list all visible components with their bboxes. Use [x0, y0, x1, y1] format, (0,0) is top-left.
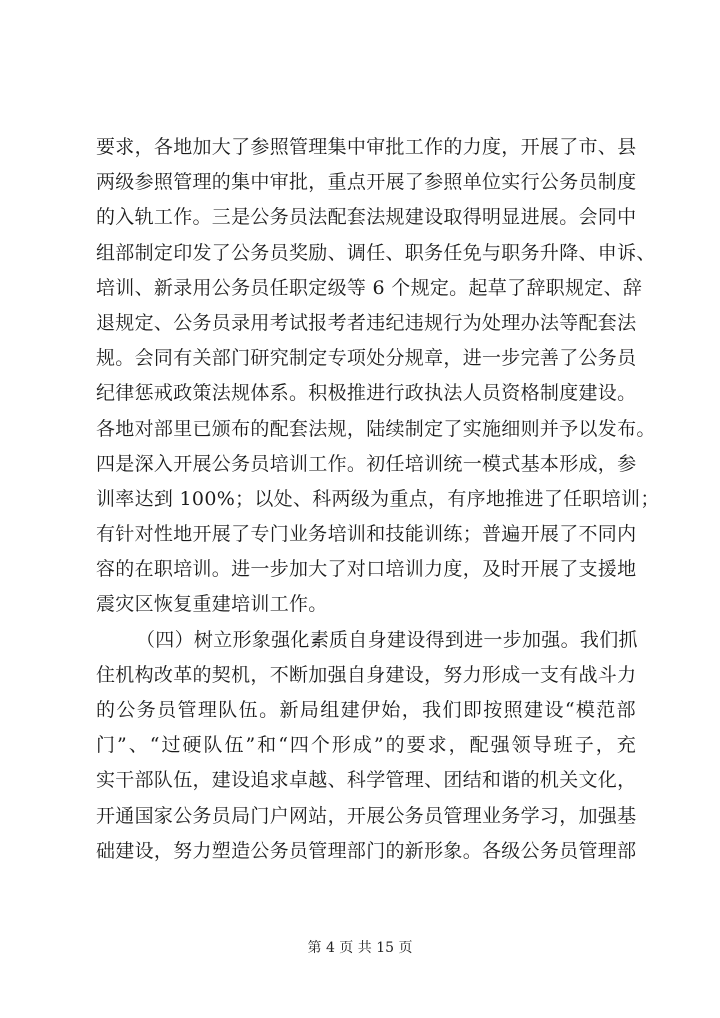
text-line: 退规定、公务员录用考试报考者违纪违规行为处理办法等配套法 [96, 311, 637, 334]
section-heading-line: （四）树立形象强化素质自身建设得到进一步加强。我们抓 [136, 628, 638, 651]
text-line: 础建设，努力塑造公务员管理部门的新形象。各级公务员管理部 [96, 839, 637, 862]
text-line: 纪律惩戒政策法规体系。积极推进行政执法人员资格制度建设。 [96, 382, 637, 405]
page-number-footer: 第 4 页 共 15 页 [307, 940, 413, 956]
text-line: 训率达到 100%；以处、科两级为重点，有序地推进了任职培训； [96, 487, 660, 510]
text-line: 四是深入开展公务员培训工作。初任培训统一模式基本形成，参 [96, 452, 637, 475]
text-line: 要求，各地加大了参照管理集中审批工作的力度，开展了市、县 [96, 136, 637, 158]
text-line: 开通国家公务员局门户网站，开展公务员管理业务学习，加强基 [96, 804, 637, 827]
text-line: 震灾区恢复重建培训工作。 [96, 593, 328, 616]
text-line: 有针对性地开展了专门业务培训和技能训练；普遍开展了不同内 [96, 523, 637, 546]
text-line: 规。会同有关部门研究制定专项处分规章，进一步完善了公务员 [96, 347, 637, 370]
text-line: 门”、“过硬队伍”和“四个形成”的要求，配强领导班子，充 [96, 734, 636, 757]
text-line: 的入轨工作。三是公务员法配套法规建设取得明显进展。会同中 [96, 206, 637, 229]
text-line: 住机构改革的契机，不断加强自身建设，努力形成一支有战斗力 [96, 663, 637, 686]
text-line: 培训、新录用公务员任职定级等 6 个规定。起草了辞职规定、辞 [96, 276, 643, 299]
body-text [96, 130, 660, 869]
text-line: 各地对部里已颁布的配套法规，陆续制定了实施细则并予以发布。 [96, 417, 656, 440]
text-line: 实干部队伍，建设追求卓越、科学管理、团结和谐的机关文化， [96, 769, 637, 792]
text-line: 组部制定印发了公务员奖励、调任、职务任免与职务升降、申诉、 [96, 241, 656, 264]
text-line: 容的在职培训。进一步加大了对口培训力度，及时开展了支援地 [96, 558, 637, 581]
text-line: 的公务员管理队伍。新局组建伊始，我们即按照建设“模范部 [96, 699, 636, 721]
text-line: 两级参照管理的集中审批，重点开展了参照单位实行公务员制度 [96, 171, 637, 194]
